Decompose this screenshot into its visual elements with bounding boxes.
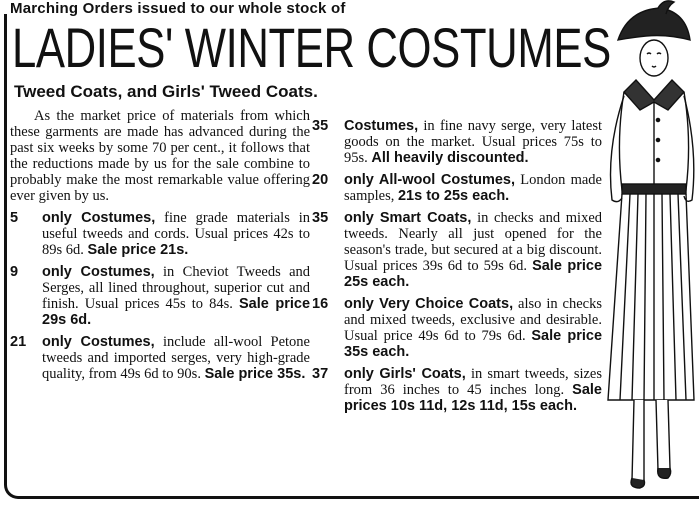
item-price: Sale price 29s 6d. — [42, 296, 311, 328]
item-description: in Cheviot Tweeds and Serges, all lined throughout, superior cut and finish. Usual prices 45s to 84s. — [42, 264, 311, 312]
left-column — [10, 108, 310, 388]
item-lead: only Costumes, — [42, 334, 155, 350]
list-item — [312, 118, 602, 166]
item-lead: only Very Choice Coats, — [344, 296, 514, 312]
list-item — [312, 210, 602, 290]
item-description: in fine navy serge, very latest goods on the market. Usual prices 75s to 95s. — [344, 118, 603, 166]
item-description: fine grade materials in useful tweeds and cords. Usual prices 42s to 89s 6d. — [42, 210, 311, 258]
item-description: in smart tweeds, sizes from 36 inches to 45 inches long. — [344, 366, 603, 398]
item-quantity: 5 — [10, 210, 19, 226]
item-price: Sale price 25s each. — [344, 258, 603, 290]
item-lead: only All-wool Costumes, — [344, 172, 516, 188]
item-lead: Costumes, — [344, 118, 419, 134]
lady-costume-illustration — [598, 0, 700, 500]
item-lead: only Costumes, — [42, 264, 155, 280]
item-price: Sale price 35s. — [204, 366, 306, 382]
list-item — [10, 264, 310, 328]
list-item — [312, 366, 602, 414]
item-price: 21s to 25s each. — [397, 188, 510, 204]
list-item — [312, 296, 602, 360]
middle-column — [312, 118, 602, 420]
item-price: All heavily discounted. — [371, 150, 529, 166]
headline: LADIES' WINTER COSTUMES — [12, 16, 611, 79]
item-quantity: 35 — [312, 210, 329, 226]
item-description: include all-wool Petone tweeds and imported serges, very high-grade quality, from 49s 6d to 90s. — [42, 334, 310, 382]
item-lead: only Smart Coats, — [344, 210, 472, 226]
item-quantity: 16 — [312, 296, 329, 312]
list-item — [312, 172, 602, 204]
list-item — [10, 210, 310, 258]
subheadline: Tweed Coats, and Girls' Tweed Coats. — [14, 82, 318, 101]
item-quantity: 35 — [312, 118, 329, 134]
item-lead: only Girls' Coats, — [344, 366, 466, 382]
item-description: also in checks and mixed tweeds, exclusive and desirable. Usual price 49s 6d to 79s 6d. — [344, 296, 602, 344]
item-quantity: 20 — [312, 172, 329, 188]
item-description: in checks and mixed tweeds. Nearly all just opened for the season's trade, but secured at a big discount. Usual prices 39s 6d to 59s 6d. — [344, 210, 603, 274]
item-quantity: 21 — [10, 334, 27, 350]
item-price: Sale prices 10s 11d, 12s 11d, 15s each. — [344, 382, 602, 414]
list-item — [10, 334, 310, 382]
item-quantity: 37 — [312, 366, 329, 382]
intro-paragraph: As the market price of materials from which these garments are made has advanced during the past six weeks by some 70 per cent., it follows that the reductions made by us for the sale combine to probably make the most remarkable value offering ever given by us. — [10, 108, 310, 204]
item-quantity: 9 — [10, 264, 19, 280]
item-lead: only Costumes, — [42, 210, 156, 226]
strapline: Marching Orders issued to our whole stock of — [10, 0, 346, 17]
item-price: Sale price 35s each. — [344, 328, 603, 360]
item-price: Sale price 21s. — [87, 242, 189, 258]
item-description: London made samples, — [344, 172, 602, 204]
